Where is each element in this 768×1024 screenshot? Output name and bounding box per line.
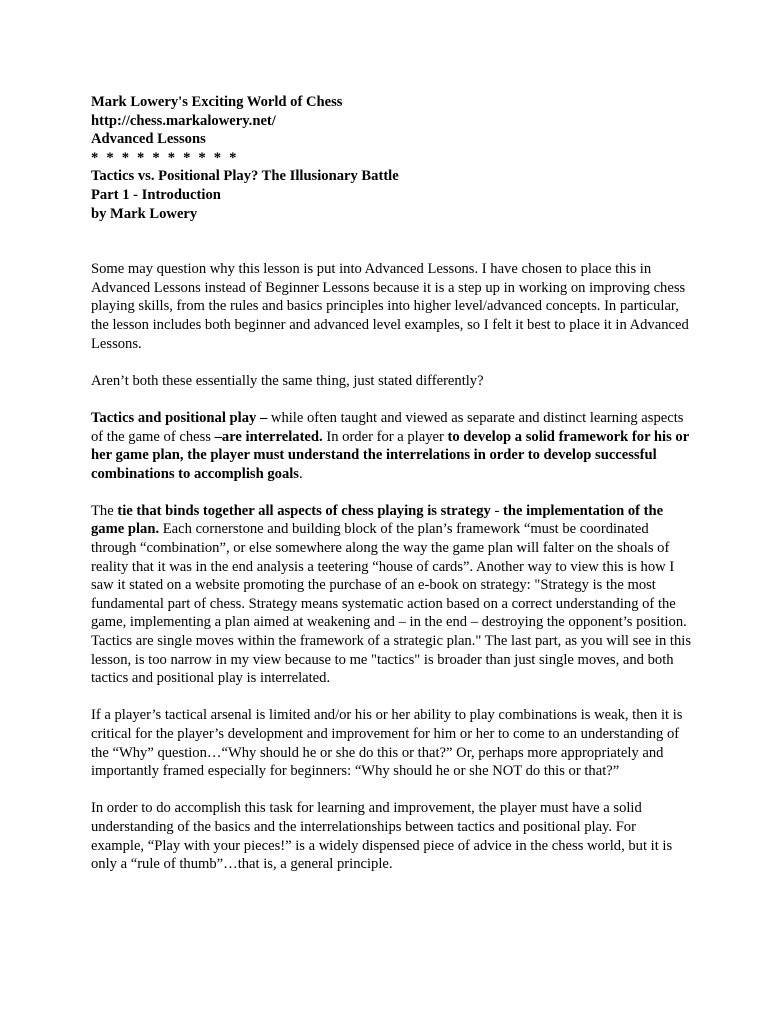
site-url: http://chess.markalowery.net/: [91, 112, 276, 129]
bold-phrase: Tactics and positional play –: [91, 409, 268, 426]
site-title: Mark Lowery's Exciting World of Chess: [91, 94, 343, 110]
document-page: [91, 93, 691, 874]
text-run: .: [298, 465, 303, 482]
text-run: while often taught and viewed as separate and distinct learning aspects of the game of chess: [91, 409, 684, 445]
text-run: The: [91, 502, 118, 519]
paragraph-question: Aren’t both these essentially the same thing, just stated differently?: [91, 372, 484, 389]
text-run: Each cornerstone and building block of the plan’s framework “must be coordinated through “combination”, or else somewhere along the way the game plan will falter on the shoals of reality that it was in the end analysis a teetering “house of cards”. Another way to view this is how I saw it stated on a website promoting the purchase of an e-book on strategy: "Strategy is the most fundamental part of chess. Strategy means systematic action based on a correct understanding of the game, implementing a plan aimed at weakening and – in the end – destroying the opponent’s position. Tactics are single moves within the framework of a strategic plan." The last part, as you will see in this lesson, is too narrow in my view because to me "tactics" is broader than just single moves, and both tactics and positional play is interrelated.: [91, 521, 692, 687]
document-header: [91, 93, 691, 223]
bold-phrase: –are interrelated.: [214, 428, 323, 445]
paragraph-intro: Some may question why this lesson is put into Advanced Lessons. I have chosen to place this in Advanced Lessons instead of Beginner Lessons because it is a step up in working on improving chess playing skills, from the rules and basics principles into higher level/advanced concepts. In particular, the lesson includes both beginner and advanced level examples, so I felt it best to place it in Advanced Lessons.: [91, 261, 689, 352]
bold-phrase: the implementation of the game plan.: [91, 502, 664, 538]
paragraph-tactical-arsenal: If a player’s tactical arsenal is limited and/or his or her ability to play combinations is weak, then it is critical for the player’s development and improvement for him or her to come to an understanding of the “Why” question…“Why should he or she do this or that?” Or, perhaps more appropriately and importantly framed especially for beginners: “Why should he or she NOT do this or that?”: [91, 707, 683, 780]
bold-phrase: to develop a solid framework for his or her game plan, the player must understand the interrelations in order to develop successful combinations to accomplish goals: [91, 428, 689, 482]
byline: by Mark Lowery: [91, 205, 198, 222]
stars-divider: * * * * * * * * * *: [91, 149, 239, 166]
section-label: Advanced Lessons: [91, 131, 206, 148]
paragraph-tactics-positional: [91, 409, 691, 483]
bold-phrase: tie that binds together all aspects of chess playing is strategy: [117, 502, 491, 519]
lesson-title: Tactics vs. Positional Play? The Illusionary Battle: [91, 168, 399, 185]
text-run: -: [490, 502, 503, 519]
paragraph-strategy: [91, 502, 691, 688]
text-run: In order for a player: [322, 428, 448, 445]
paragraph-basics: In order to do accomplish this task for learning and improvement, the player must have a solid understanding of the basics and the interrelationships between tactics and positional play. For example, “Play with your pieces!” is a widely dispensed piece of advice in the chess world, but it is only a “rule of thumb”…that is, a general principle.: [91, 800, 673, 873]
lesson-part: Part 1 - Introduction: [91, 186, 221, 203]
